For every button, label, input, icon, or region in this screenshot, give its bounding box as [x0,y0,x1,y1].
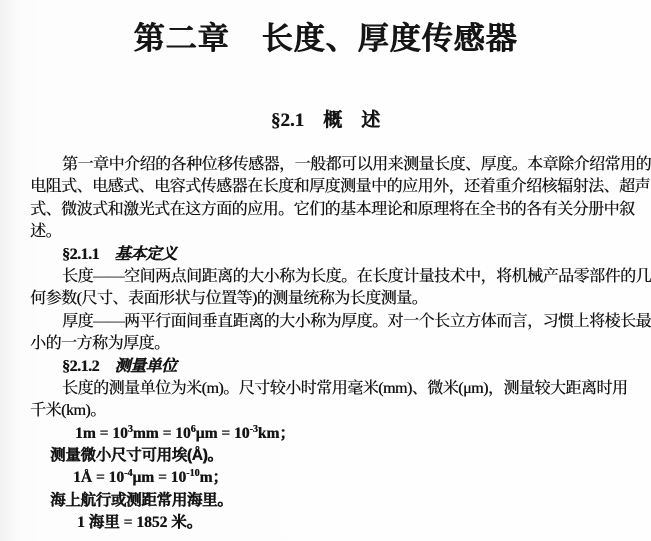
body-text-line: 第一章中介绍的各种位移传感器，一般都可以用来测量长度、厚度。本章除介绍常用的 [62,156,651,173]
subsection-heading: §2.1.1 基本定义 [62,245,177,263]
body-text-line: 长度的测量单位为米(m)。尺寸较小时常用毫米(mm)、微米(μm)，测量较大距离时用 [62,379,628,397]
emphasis-line: 海上航行或测距常用海里。 [50,491,233,509]
page-text-lines [0,154,651,535]
chapter-title: 第二章 长度、厚度传感器 [133,21,518,56]
body-text-line: 厚度——两平行面间垂直距离的大小称为厚度。对一个长立方体而言，习惯上将棱长最 [62,312,651,330]
formula-line: 1Å = $10^{-4}\mu m = 10^{-10}m$； [73,468,228,487]
section-heading [0,109,651,133]
section-number: §2.1 [270,110,305,131]
body-text-line: 式、微波式和激光式在这方面的应用。它们的基本理论和原理将在全书的各有关分册中叙 [30,200,635,218]
subsection-heading: §2.1.2 测量单位 [62,357,177,375]
body-text-line: 述。 [30,223,62,241]
formula-line: 1 海里 = 1852 米。 [77,514,203,532]
emphasis-line: 测量微小尺寸可用埃(Å)。 [50,447,223,465]
body-text-line: 电阻式、电感式、电容式传感器在长度和厚度测量中的应用外，还着重介绍核辐射法、超声 [30,178,651,196]
body-text-line: 小的一方称为厚度。 [30,335,170,353]
body-text-line: 何参数(尺寸、表面形状与位置等)的测量统称为长度测量。 [30,290,428,308]
section-label: 概 述 [323,110,381,131]
formula-line: $1m = 10^3mm = 10^6\mu m = 10^{-3}km$； [75,423,295,442]
body-text-line: 千米(km)。 [30,402,106,420]
body-text-line: 长度——空间两点间距离的大小称为长度。在长度计量技术中，将机械产品零部件的几 [62,267,651,285]
